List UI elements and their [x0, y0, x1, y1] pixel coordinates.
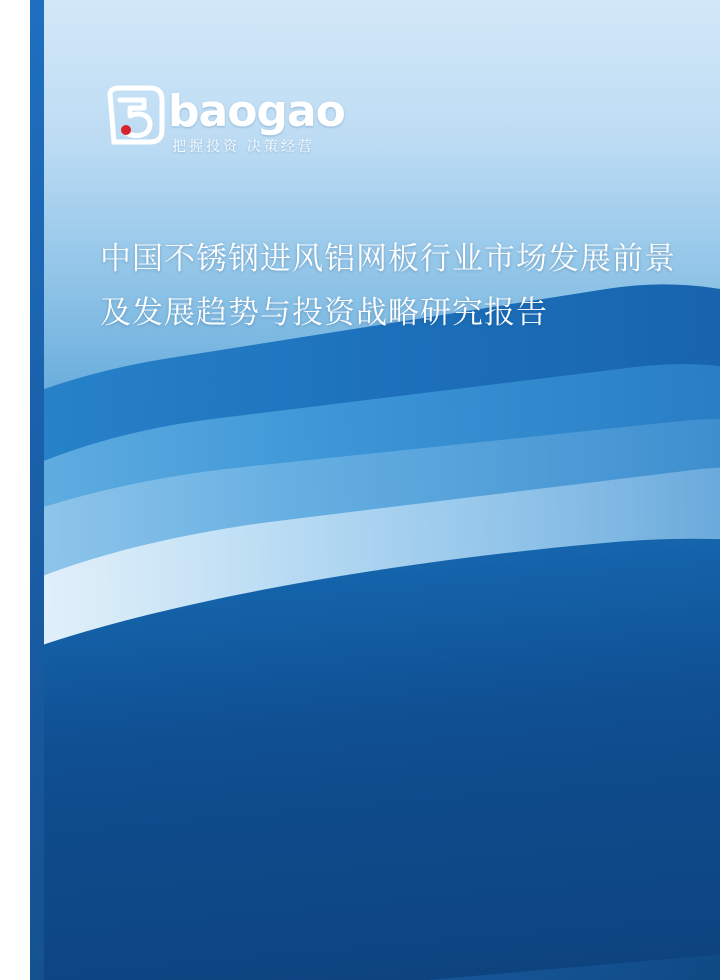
- right-margin: [720, 0, 724, 980]
- logo-wordmark: baogao: [168, 86, 345, 137]
- report-title: 中国不锈钢进风铝网板行业市场发展前景及发展趋势与投资战略研究报告: [100, 241, 676, 331]
- cover-panel: [44, 0, 720, 980]
- left-margin: [0, 0, 30, 980]
- brand-logo: [104, 84, 345, 156]
- logo-slogan: 把握投资 决策经营: [172, 138, 315, 154]
- left-blue-strip: [30, 0, 44, 980]
- five-one-logo-icon: [104, 84, 166, 146]
